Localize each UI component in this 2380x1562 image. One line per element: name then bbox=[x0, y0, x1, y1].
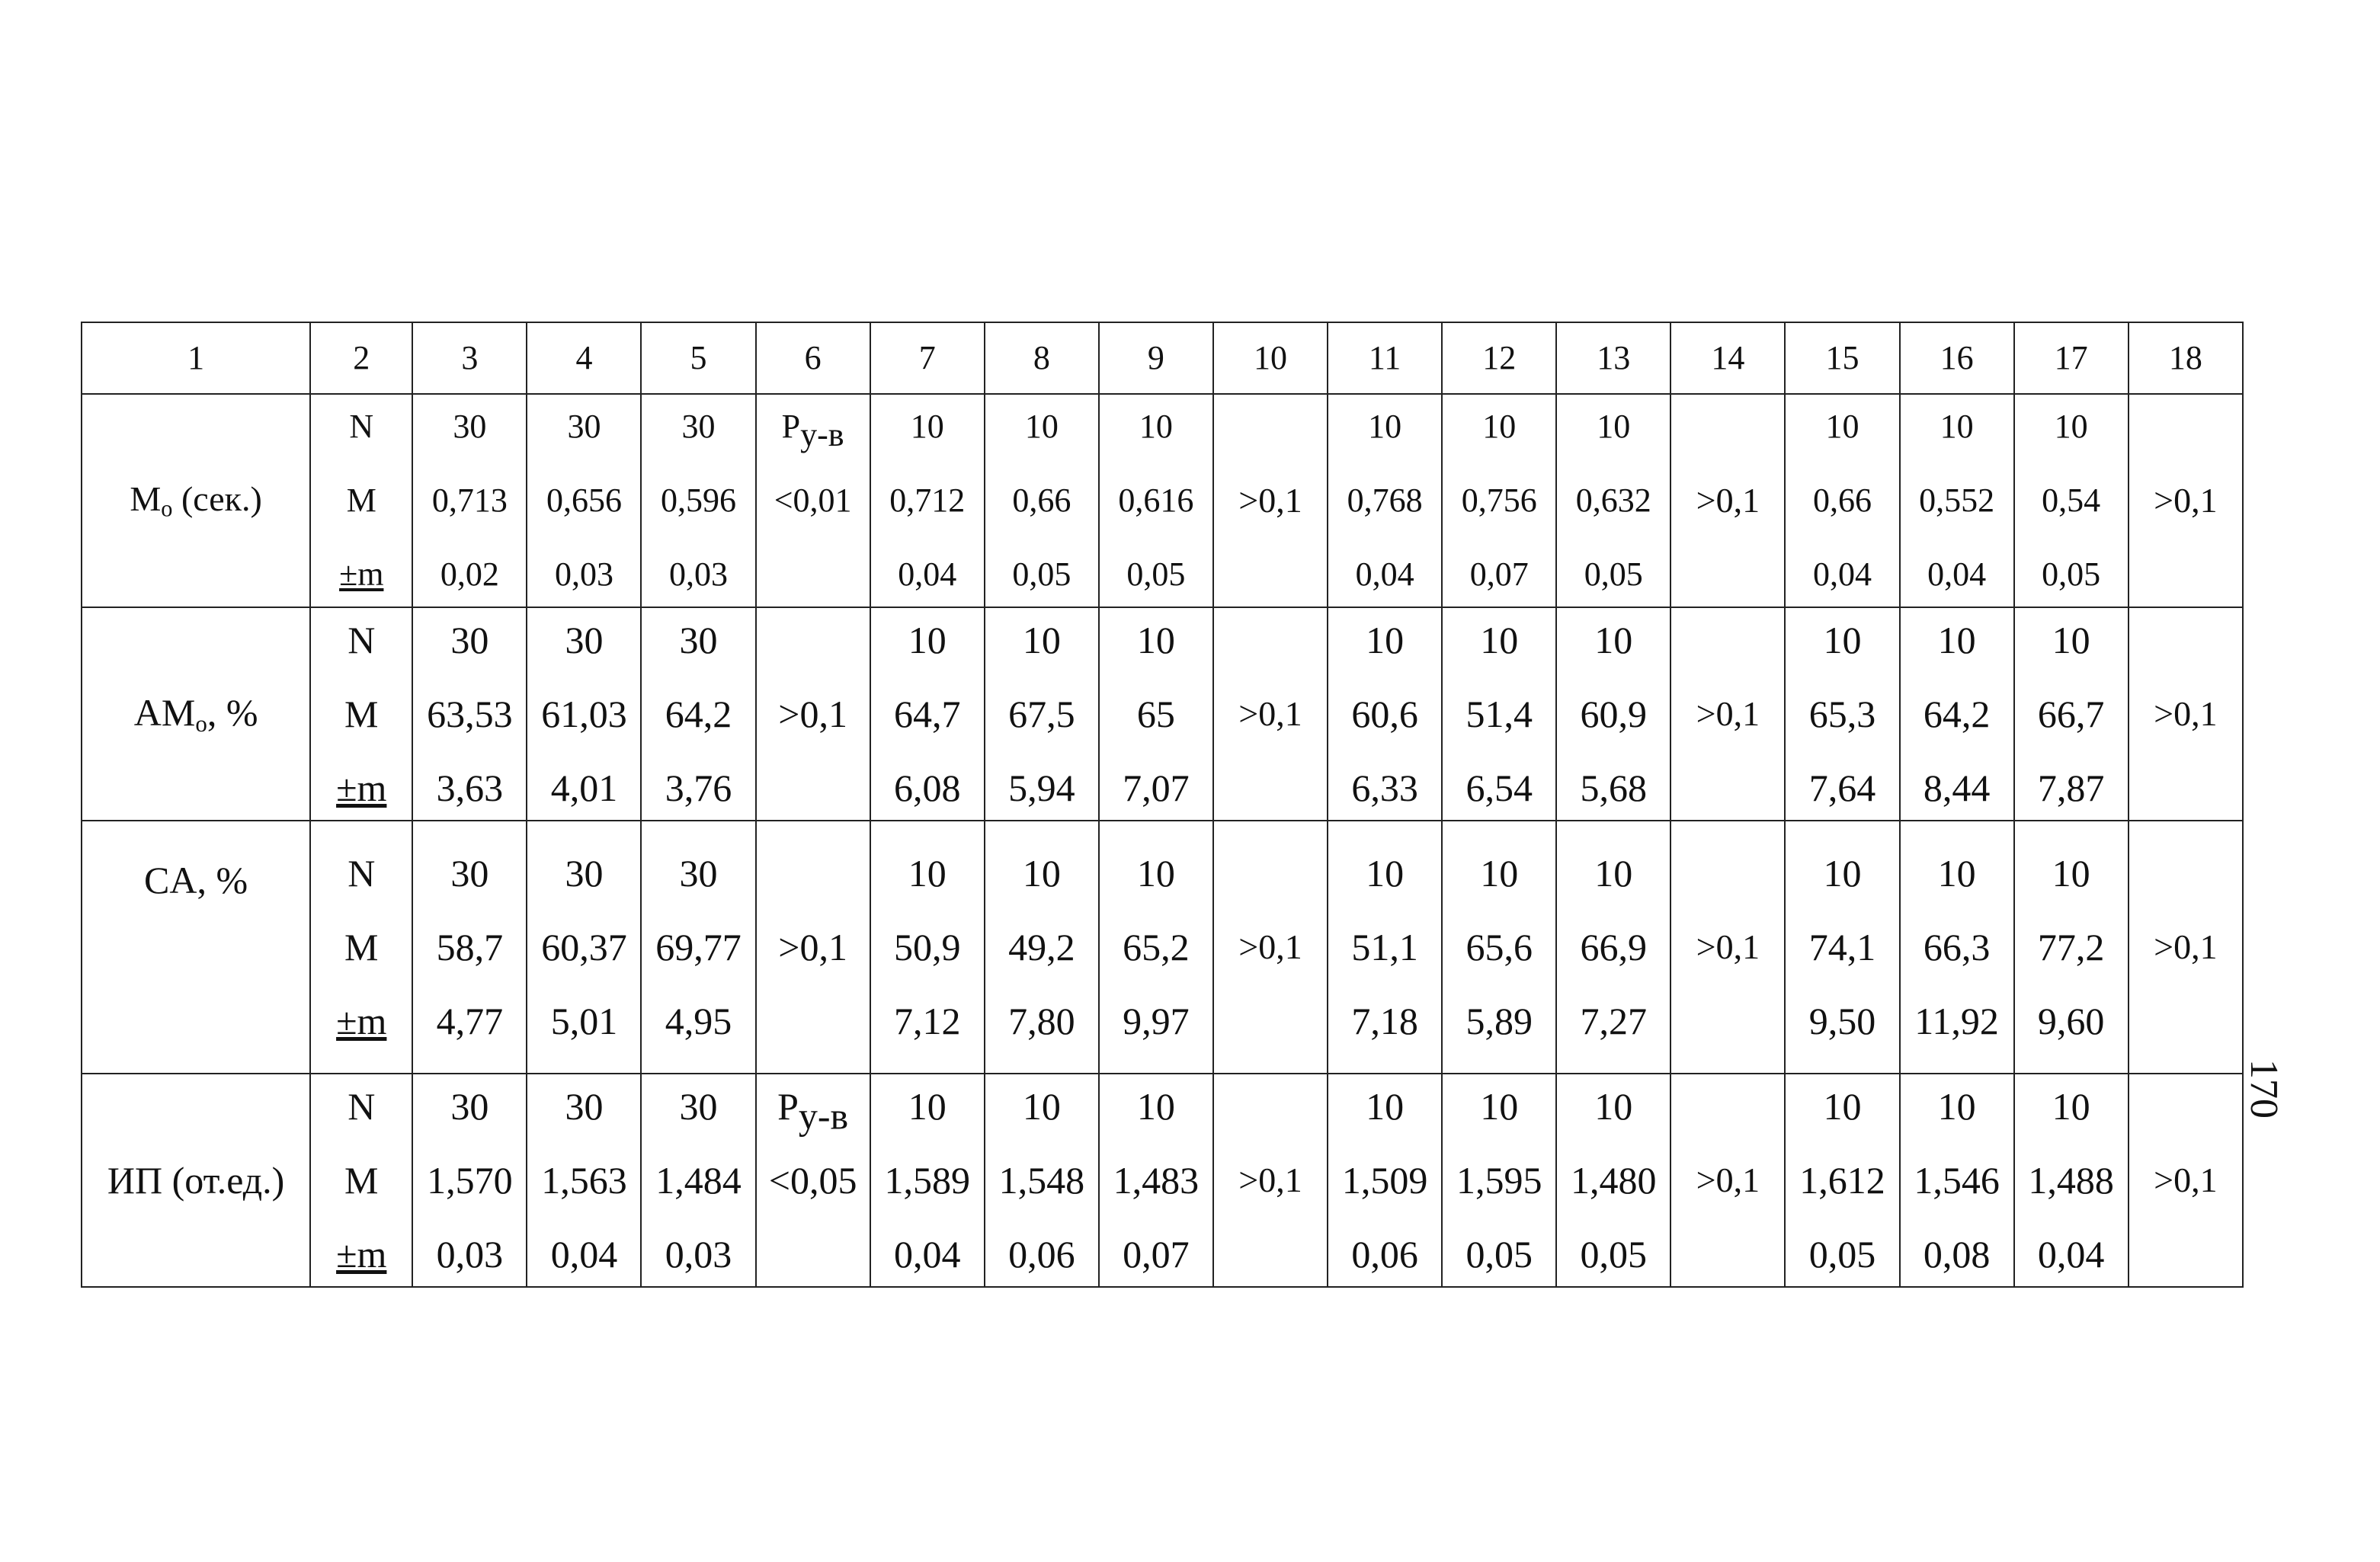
error-value: 0,05 bbox=[1126, 555, 1186, 593]
table-body bbox=[82, 322, 2243, 1287]
m-value: 1,488 bbox=[2028, 1159, 2114, 1202]
error-value: 4,01 bbox=[550, 767, 618, 809]
table-row bbox=[82, 607, 2243, 821]
error-value: 0,04 bbox=[1927, 555, 1987, 593]
p-value: >0,1 bbox=[1696, 694, 1760, 733]
error-value: 9,60 bbox=[2037, 1000, 2105, 1042]
value-cell bbox=[1442, 394, 1556, 607]
m-value: 66,7 bbox=[2037, 693, 2105, 735]
error-value: 6,33 bbox=[1351, 767, 1418, 809]
header-cell: 13 bbox=[1556, 322, 1670, 394]
n-value: N bbox=[348, 619, 376, 661]
m-value: 61,03 bbox=[541, 693, 627, 735]
stat-label-cell bbox=[310, 1074, 412, 1287]
n-value: 10 bbox=[1594, 619, 1633, 661]
error-value: 3,63 bbox=[436, 767, 504, 809]
m-value: 66,9 bbox=[1580, 926, 1648, 968]
p-value-cell bbox=[1213, 607, 1328, 821]
n-value: 10 bbox=[1139, 408, 1173, 445]
value-cell bbox=[2014, 1074, 2129, 1287]
value-cell bbox=[412, 821, 527, 1074]
n-value: 30 bbox=[565, 1085, 604, 1128]
table-row bbox=[82, 1074, 2243, 1287]
parameter-main: M bbox=[130, 479, 162, 518]
error-value: 0,04 bbox=[1812, 555, 1872, 593]
n-value: 10 bbox=[1024, 408, 1059, 445]
n-value: 30 bbox=[453, 408, 487, 445]
m-value: 1,612 bbox=[1799, 1159, 1885, 1202]
value-cell bbox=[1328, 607, 1442, 821]
m-value: 0,712 bbox=[889, 482, 966, 519]
p-symbol: P bbox=[781, 408, 801, 445]
error-value: 7,80 bbox=[1008, 1000, 1075, 1042]
m-value: 0,616 bbox=[1118, 482, 1194, 519]
p-value: >0,1 bbox=[1238, 927, 1302, 966]
n-value: 10 bbox=[908, 852, 947, 895]
value-cell bbox=[527, 821, 641, 1074]
n-value: 10 bbox=[2052, 852, 2090, 895]
stat-label-cell bbox=[310, 821, 412, 1074]
n-value: 30 bbox=[567, 408, 601, 445]
n-value: 10 bbox=[908, 1085, 947, 1128]
m-value: 50,9 bbox=[893, 926, 961, 968]
value-cell bbox=[2014, 607, 2129, 821]
m-value: 65 bbox=[1136, 693, 1175, 735]
p-value: >0,1 bbox=[2154, 481, 2218, 520]
n-value: N bbox=[349, 408, 374, 445]
error-value: 0,04 bbox=[550, 1233, 618, 1276]
value-cell bbox=[870, 1074, 985, 1287]
m-value: 64,2 bbox=[1923, 693, 1991, 735]
error-value: 7,87 bbox=[2037, 767, 2105, 809]
m-value: 58,7 bbox=[436, 926, 504, 968]
header-cell: 8 bbox=[985, 322, 1099, 394]
error-value: 0,03 bbox=[669, 555, 729, 593]
m-value: 0,596 bbox=[661, 482, 737, 519]
m-value: 0,632 bbox=[1575, 482, 1651, 519]
p-value: >0,1 bbox=[1696, 927, 1760, 966]
n-value: 10 bbox=[1366, 619, 1405, 661]
error-value: 0,03 bbox=[436, 1233, 504, 1276]
error-value: 5,01 bbox=[550, 1000, 618, 1042]
n-value: 10 bbox=[1594, 1085, 1633, 1128]
m-value: 74,1 bbox=[1808, 926, 1876, 968]
p-value-cell bbox=[1213, 394, 1328, 607]
error-value: 11,92 bbox=[1914, 1000, 1999, 1042]
p-value-cell bbox=[1670, 1074, 1785, 1287]
n-value: 10 bbox=[1480, 852, 1519, 895]
value-cell bbox=[1556, 394, 1670, 607]
parameter-name bbox=[82, 821, 310, 1074]
error-value: 0,06 bbox=[1351, 1233, 1418, 1276]
error-value: 7,18 bbox=[1351, 1000, 1418, 1042]
n-value: 10 bbox=[1136, 1085, 1175, 1128]
n-value: 10 bbox=[1366, 1085, 1405, 1128]
p-value: >0,1 bbox=[1696, 481, 1760, 520]
m-value: 0,66 bbox=[1012, 482, 1071, 519]
p-subscript: у-в bbox=[800, 416, 844, 453]
value-cell bbox=[1442, 821, 1556, 1074]
page-number: 170 bbox=[2242, 1059, 2286, 1119]
error-value: 5,89 bbox=[1465, 1000, 1533, 1042]
m-value: 0,66 bbox=[1812, 482, 1872, 519]
error-value: ±m bbox=[336, 767, 387, 809]
m-value: 64,7 bbox=[893, 693, 961, 735]
m-value: 1,589 bbox=[884, 1159, 970, 1202]
p-value-cell bbox=[756, 821, 870, 1074]
p-value-cell bbox=[1670, 821, 1785, 1074]
error-value: 4,95 bbox=[665, 1000, 732, 1042]
value-cell bbox=[1785, 821, 1899, 1074]
header-row bbox=[82, 322, 2243, 394]
parameter-main: ИП (от.ед.) bbox=[107, 1159, 285, 1202]
error-value: 0,03 bbox=[554, 555, 613, 593]
n-value: 10 bbox=[1366, 852, 1405, 895]
header-cell: 3 bbox=[412, 322, 527, 394]
value-cell bbox=[1785, 1074, 1899, 1287]
error-value: 0,08 bbox=[1923, 1233, 1991, 1276]
error-value: 7,64 bbox=[1808, 767, 1876, 809]
p-value-cell bbox=[1213, 821, 1328, 1074]
error-value: 0,07 bbox=[1123, 1233, 1190, 1276]
p-value: >0,1 bbox=[1696, 1160, 1760, 1199]
error-value: 0,04 bbox=[1355, 555, 1414, 593]
parameter-subscript: o bbox=[195, 709, 207, 737]
p-value-cell bbox=[756, 1074, 870, 1287]
parameter-name bbox=[82, 394, 310, 607]
error-value: 0,05 bbox=[1584, 555, 1643, 593]
m-value: 63,53 bbox=[427, 693, 513, 735]
error-value: 6,54 bbox=[1465, 767, 1533, 809]
m-value: 64,2 bbox=[665, 693, 732, 735]
p-value-cell bbox=[1670, 607, 1785, 821]
n-value: 30 bbox=[450, 1085, 489, 1128]
error-value: 9,97 bbox=[1123, 1000, 1190, 1042]
parameter-unit: (сек.) bbox=[172, 479, 262, 518]
value-cell bbox=[2014, 821, 2129, 1074]
error-value: 5,68 bbox=[1580, 767, 1648, 809]
m-value: 60,9 bbox=[1580, 693, 1648, 735]
error-value: 5,94 bbox=[1008, 767, 1075, 809]
parameter-subscript: o bbox=[161, 495, 173, 522]
value-cell bbox=[985, 394, 1099, 607]
p-value-cell bbox=[756, 394, 870, 607]
m-value: 69,77 bbox=[655, 926, 742, 968]
p-label bbox=[757, 850, 870, 896]
p-value: >0,1 bbox=[1238, 694, 1302, 733]
header-cell: 9 bbox=[1099, 322, 1213, 394]
m-value: 0,756 bbox=[1461, 482, 1537, 519]
error-value: 0,04 bbox=[2037, 1233, 2105, 1276]
m-value: 0,713 bbox=[431, 482, 508, 519]
m-value: M bbox=[344, 926, 379, 968]
error-value: 0,02 bbox=[440, 555, 499, 593]
header-cell: 12 bbox=[1442, 322, 1556, 394]
parameter-main: AM bbox=[133, 690, 196, 734]
header-cell: 10 bbox=[1213, 322, 1328, 394]
error-value: 7,27 bbox=[1580, 1000, 1648, 1042]
empty-line bbox=[757, 765, 870, 811]
n-value: 10 bbox=[910, 408, 944, 445]
error-value: 4,77 bbox=[436, 1000, 504, 1042]
value-cell bbox=[985, 821, 1099, 1074]
n-value: 30 bbox=[565, 852, 604, 895]
header-cell: 6 bbox=[756, 322, 870, 394]
m-value: M bbox=[344, 693, 379, 735]
value-cell bbox=[985, 1074, 1099, 1287]
header-cell: 18 bbox=[2129, 322, 2243, 394]
error-value: ±m bbox=[336, 1233, 387, 1276]
value-cell bbox=[1556, 1074, 1670, 1287]
value-cell bbox=[985, 607, 1099, 821]
n-value: 10 bbox=[1937, 619, 1976, 661]
header-cell: 2 bbox=[310, 322, 412, 394]
value-cell bbox=[1785, 394, 1899, 607]
p-label bbox=[757, 617, 870, 663]
value-cell bbox=[1328, 1074, 1442, 1287]
n-value: 10 bbox=[1368, 408, 1402, 445]
value-cell bbox=[1900, 607, 2014, 821]
error-value: 0,05 bbox=[1465, 1233, 1533, 1276]
n-value: 10 bbox=[1823, 619, 1862, 661]
p-symbol: P bbox=[777, 1085, 799, 1128]
value-cell bbox=[2014, 394, 2129, 607]
m-value: 1,480 bbox=[1571, 1159, 1657, 1202]
error-value: 0,05 bbox=[1808, 1233, 1876, 1276]
value-cell bbox=[641, 1074, 755, 1287]
error-value: 0,05 bbox=[2042, 555, 2101, 593]
error-value: 7,07 bbox=[1123, 767, 1190, 809]
n-value: 10 bbox=[1823, 1085, 1862, 1128]
header-cell: 4 bbox=[527, 322, 641, 394]
p-value: >0,1 bbox=[2154, 927, 2218, 966]
m-value: 65,6 bbox=[1465, 926, 1533, 968]
m-value: 67,5 bbox=[1008, 693, 1075, 735]
value-cell bbox=[1328, 821, 1442, 1074]
value-cell bbox=[870, 821, 985, 1074]
stat-label-cell bbox=[310, 607, 412, 821]
m-value: 51,4 bbox=[1465, 693, 1533, 735]
error-value: ±m bbox=[339, 555, 384, 593]
n-value: 30 bbox=[565, 619, 604, 661]
p-value-cell bbox=[756, 607, 870, 821]
value-cell bbox=[1099, 1074, 1213, 1287]
value-cell bbox=[1556, 607, 1670, 821]
n-value: 10 bbox=[1594, 852, 1633, 895]
p-value-cell bbox=[1213, 1074, 1328, 1287]
data-table bbox=[81, 322, 2244, 1288]
m-value: 1,483 bbox=[1113, 1159, 1200, 1202]
parameter-unit: , % bbox=[207, 690, 258, 734]
m-value: 60,6 bbox=[1351, 693, 1418, 735]
n-value: 10 bbox=[1022, 619, 1061, 661]
header-cell: 16 bbox=[1900, 322, 2014, 394]
n-value: 10 bbox=[1482, 408, 1517, 445]
value-cell bbox=[870, 394, 985, 607]
error-value: 8,44 bbox=[1923, 767, 1991, 809]
n-value: 10 bbox=[2052, 619, 2090, 661]
n-value: 10 bbox=[1480, 1085, 1519, 1128]
value-cell bbox=[1328, 394, 1442, 607]
parameter-main: CA, % bbox=[144, 859, 248, 901]
n-value: 10 bbox=[1823, 852, 1862, 895]
m-value: 49,2 bbox=[1008, 926, 1075, 968]
n-value: 30 bbox=[679, 1085, 718, 1128]
m-value: 1,548 bbox=[998, 1159, 1085, 1202]
header-cell: 14 bbox=[1670, 322, 1785, 394]
value-cell bbox=[527, 394, 641, 607]
header-cell: 7 bbox=[870, 322, 985, 394]
m-value: 65,2 bbox=[1123, 926, 1190, 968]
p-value: >0,1 bbox=[778, 693, 847, 735]
p-value-cell bbox=[2129, 821, 2243, 1074]
header-cell: 1 bbox=[82, 322, 310, 394]
value-cell bbox=[527, 607, 641, 821]
value-cell bbox=[1442, 1074, 1556, 1287]
n-value: N bbox=[348, 852, 376, 895]
table-row bbox=[82, 394, 2243, 607]
header-cell: 5 bbox=[641, 322, 755, 394]
n-value: 10 bbox=[1022, 1085, 1061, 1128]
p-value: >0,1 bbox=[2154, 694, 2218, 733]
parameter-name bbox=[82, 1074, 310, 1287]
p-value-cell bbox=[2129, 394, 2243, 607]
n-value: 10 bbox=[1136, 619, 1175, 661]
value-cell bbox=[870, 607, 985, 821]
error-value: ±m bbox=[336, 1000, 387, 1042]
n-value: 30 bbox=[679, 619, 718, 661]
error-value: 9,50 bbox=[1808, 1000, 1876, 1042]
n-value: 30 bbox=[450, 852, 489, 895]
value-cell bbox=[412, 394, 527, 607]
value-cell bbox=[1442, 607, 1556, 821]
m-value: 1,484 bbox=[655, 1159, 742, 1202]
m-value: 51,1 bbox=[1351, 926, 1418, 968]
error-value: 0,07 bbox=[1469, 555, 1529, 593]
p-value: <0,01 bbox=[774, 482, 852, 519]
value-cell bbox=[1785, 607, 1899, 821]
value-cell bbox=[412, 1074, 527, 1287]
table-row bbox=[82, 821, 2243, 1074]
stat-label-cell bbox=[310, 394, 412, 607]
m-value: 1,570 bbox=[427, 1159, 513, 1202]
value-cell bbox=[412, 607, 527, 821]
m-value: M bbox=[346, 482, 376, 519]
p-value: <0,05 bbox=[768, 1159, 857, 1202]
error-value: 7,12 bbox=[893, 1000, 961, 1042]
m-value: 0,552 bbox=[1919, 482, 1995, 519]
n-value: 10 bbox=[1597, 408, 1631, 445]
error-value: 6,08 bbox=[893, 767, 961, 809]
empty-line bbox=[757, 1231, 870, 1277]
value-cell bbox=[1556, 821, 1670, 1074]
p-value-cell bbox=[2129, 607, 2243, 821]
m-value: 77,2 bbox=[2037, 926, 2105, 968]
m-value: 1,595 bbox=[1456, 1159, 1542, 1202]
header-cell: 11 bbox=[1328, 322, 1442, 394]
header-cell: 15 bbox=[1785, 322, 1899, 394]
n-value: 10 bbox=[1825, 408, 1859, 445]
m-value: M bbox=[344, 1159, 379, 1202]
error-value: 0,05 bbox=[1580, 1233, 1648, 1276]
value-cell bbox=[527, 1074, 641, 1287]
value-cell bbox=[641, 821, 755, 1074]
m-value: 60,37 bbox=[541, 926, 627, 968]
n-value: 10 bbox=[1022, 852, 1061, 895]
error-value: 0,03 bbox=[665, 1233, 732, 1276]
value-cell bbox=[1900, 394, 2014, 607]
m-value: 0,656 bbox=[546, 482, 622, 519]
parameter-name bbox=[82, 607, 310, 821]
n-value: 10 bbox=[1940, 408, 1974, 445]
n-value: 30 bbox=[681, 408, 716, 445]
error-value: 0,04 bbox=[893, 1233, 961, 1276]
header-cell: 17 bbox=[2014, 322, 2129, 394]
value-cell bbox=[641, 394, 755, 607]
p-subscript: у-в bbox=[798, 1094, 849, 1138]
m-value: 65,3 bbox=[1808, 693, 1876, 735]
error-value: 0,06 bbox=[1008, 1233, 1075, 1276]
m-value: 0,768 bbox=[1347, 482, 1423, 519]
empty-line bbox=[757, 552, 870, 597]
error-value: 0,04 bbox=[898, 555, 957, 593]
p-label bbox=[757, 404, 870, 453]
n-value: 10 bbox=[2054, 408, 2088, 445]
error-value: 3,76 bbox=[665, 767, 732, 809]
m-value: 1,509 bbox=[1341, 1159, 1428, 1202]
n-value: 30 bbox=[450, 619, 489, 661]
value-cell bbox=[641, 607, 755, 821]
value-cell bbox=[1900, 1074, 2014, 1287]
n-value: 10 bbox=[1480, 619, 1519, 661]
n-value: N bbox=[348, 1085, 376, 1128]
p-value: >0,1 bbox=[2154, 1160, 2218, 1199]
p-label bbox=[757, 1083, 870, 1138]
n-value: 10 bbox=[1937, 852, 1976, 895]
value-cell bbox=[1099, 394, 1213, 607]
n-value: 10 bbox=[1937, 1085, 1976, 1128]
p-value: >0,1 bbox=[778, 926, 847, 968]
n-value: 30 bbox=[679, 852, 718, 895]
error-value: 0,05 bbox=[1012, 555, 1071, 593]
m-value: 1,546 bbox=[1914, 1159, 2000, 1202]
p-value-cell bbox=[2129, 1074, 2243, 1287]
value-cell bbox=[1099, 607, 1213, 821]
p-value: >0,1 bbox=[1238, 1160, 1302, 1199]
m-value: 0,54 bbox=[2042, 482, 2101, 519]
n-value: 10 bbox=[908, 619, 947, 661]
empty-line bbox=[757, 998, 870, 1044]
value-cell bbox=[1099, 821, 1213, 1074]
m-value: 66,3 bbox=[1923, 926, 1991, 968]
p-value-cell bbox=[1670, 394, 1785, 607]
m-value: 1,563 bbox=[541, 1159, 627, 1202]
n-value: 10 bbox=[2052, 1085, 2090, 1128]
n-value: 10 bbox=[1136, 852, 1175, 895]
value-cell bbox=[1900, 821, 2014, 1074]
p-value: >0,1 bbox=[1238, 481, 1302, 520]
